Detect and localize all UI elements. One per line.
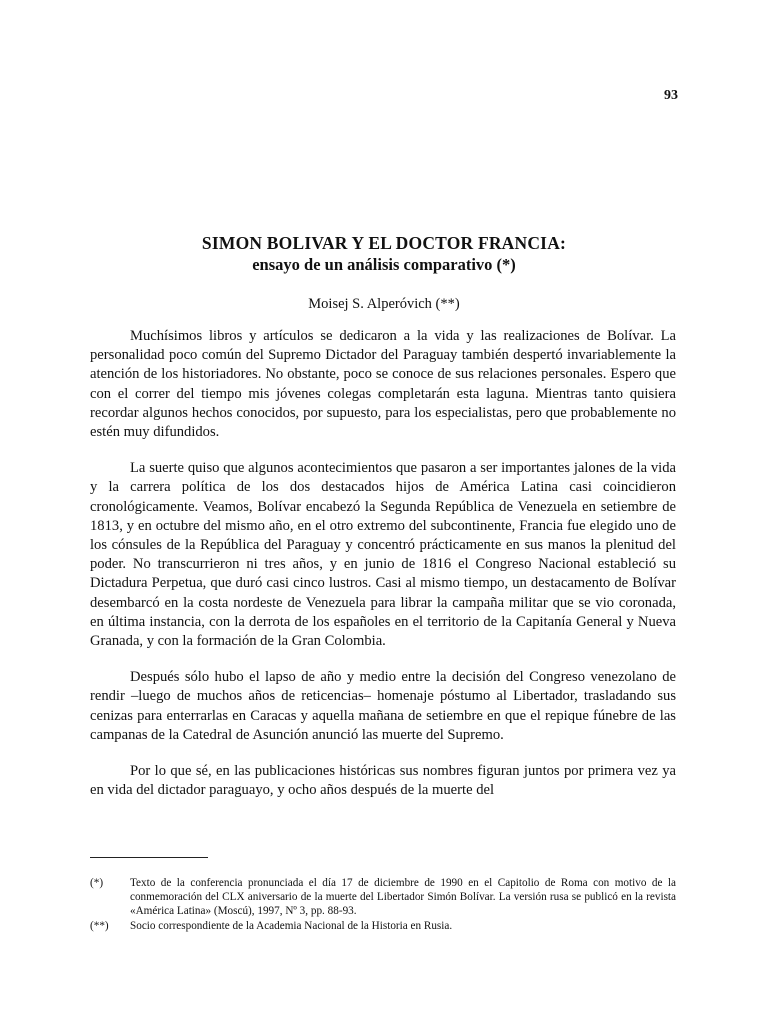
footnote-text: Texto de la conferencia pronunciada el día 17 de diciembre de 1990 en el Capitolio de Roma con motivo de la conmemoración del CLX aniversario de la muerte del Libertador Simón Bolívar. La versión rusa se publicó en la revista «América Latina» (Moscú), 1997, Nº 3, pp. 88-93. bbox=[130, 877, 676, 917]
footnotes bbox=[90, 876, 676, 934]
article-title: SIMON BOLIVAR Y EL DOCTOR FRANCIA: bbox=[201, 233, 567, 253]
article-subtitle: ensayo de un análisis comparativo (*) bbox=[252, 255, 516, 274]
footnote-marker: (**) bbox=[90, 920, 109, 932]
footnote-divider bbox=[90, 857, 208, 858]
page-number: 93 bbox=[664, 88, 678, 103]
paragraph: Después sólo hubo el lapso de año y medio entre la decisión del Congreso venezolano de rendir –luego de muchos años de reticencias– homenaje póstumo al Libertador, trasladando sus cenizas para enterrarlas en Caracas y aquella mañana de setiembre en que el repique fúnebre de las campanas de la Catedral de Asunción anunció las muerte del Supremo. bbox=[90, 669, 676, 743]
footnote-item bbox=[90, 876, 676, 918]
author-line: Moisej S. Alperóvich (**) bbox=[308, 296, 460, 312]
title-block bbox=[90, 232, 678, 314]
footnote-marker: (*) bbox=[90, 877, 104, 889]
paragraph: Por lo que sé, en las publicaciones históricas sus nombres figuran juntos por primera vez ya en vida del dictador paraguayo, y ocho años después de la muerte del bbox=[90, 763, 676, 799]
paragraph: La suerte quiso que algunos acontecimientos que pasaron a ser importantes jalones de la vida y la carrera política de los dos destacados hijos de América Latina casi coincidieron cronológicamente. Veamos, Bolívar encabezó la Segunda República de Venezuela en setiembre de 1813, y en octubre del mismo año, en el otro extremo del subcontinente, Francia fue elegido uno de los cónsules de la República del Paraguay y concentró prácticamente en sus manos la plenitud del poder. No transcurrieron ni tres años, y en junio de 1816 el Congreso Nacional estableció su Dictadura Perpetua, que duró casi cinco lustros. Casi al mismo tiempo, un destacamento de Bolívar desembarcó en la costa nordeste de Venezuela para librar la campaña militar que se vio coronada, en última instancia, con la derrota de los españoles en el territorio de la Capitanía General y Nueva Granada, y con la formación de la Gran Colombia. bbox=[90, 460, 676, 650]
footnote-item bbox=[90, 919, 676, 933]
body-text bbox=[90, 327, 676, 817]
footnote-text: Socio correspondiente de la Academia Nacional de la Historia en Rusia. bbox=[130, 920, 453, 932]
paragraph: Muchísimos libros y artículos se dedicaron a la vida y las realizaciones de Bolívar. La personalidad poco común del Supremo Dictador del Paraguay también despertó invariablemente la atención de los historiadores. No obstante, poco se conoce de sus relaciones personales. Espero que con el correr del tiempo mis jóvenes colegas completarán esta laguna. Mientras tanto quisiera recordar algunos hechos conocidos, por supuesto, para los especialistas, pero que probablemente no estén muy difundidos. bbox=[90, 328, 676, 441]
